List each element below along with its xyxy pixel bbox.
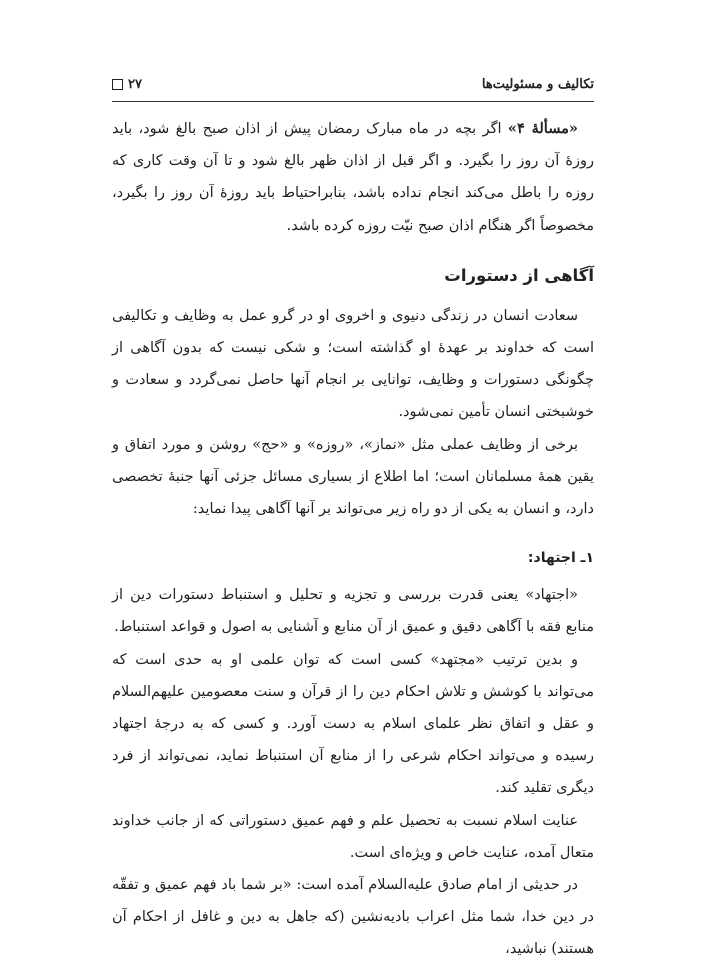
header-rule [112, 101, 594, 102]
subsection-paragraph: «اجتهاد» یعنی قدرت بررسی و تجزیه و تحلیل و استنباط دستورات دین از منابع فقه با آگاهی دقیق و عمیق از آن منابع و آشنایی به اصول و قواعد استنباط. [112, 587, 594, 636]
square-icon [112, 79, 123, 90]
page-body [112, 113, 594, 966]
running-title: تکالیف و مسئولیت‌ها [481, 76, 594, 92]
masaleh-paragraph [112, 113, 594, 242]
subsection-paragraph: و بدین ترتیب «مجتهد» کسی است که توان علمی او به حدی است که می‌تواند با کوشش و تلاش احکام دین را از قرآن و سنت معصومین علیهم‌السلام و عقل و اتفاق نظر علمای اسلام به دست آورد. و کسی که به درجۀ اجتهاد رسیده و می‌تواند احکام شرعی را از منابع آن استنباط نماید، نمی‌تواند از فرد دیگری تقلید کند. [112, 651, 594, 797]
section-heading: آگاهی از دستورات [444, 265, 594, 285]
section-paragraph: سعادت انسان در زندگی دنیوی و اخروی او در گرو عمل به وظایف و تکالیفی است که خداوند بر عهدۀ او گذاشته است؛ و شکی نیست که بدون آگاهی از چگونگی دستورات و وظایف، توانایی بر انجام آنها حاصل نمی‌گردد و سعادت و خوشبختی انسان تأمین نمی‌شود. [112, 307, 594, 421]
subsection-paragraph: در حدیثی از امام صادق علیه‌السلام آمده است: «بر شما باد فهم عمیق و تفقّه در دین خدا، شما مثل اعراب بادیه‌نشین (که جاهل به دین و غافل از احکام آن هستند) نباشید، [112, 877, 594, 958]
page-number-group [112, 77, 142, 92]
masaleh-label: «مسألۀ ۴» [507, 120, 578, 137]
page-header [112, 70, 594, 98]
subsection-paragraph: عنایت اسلام نسبت به تحصیل علم و فهم عمیق دستوراتی که از جانب خداوند متعال آمده، عنایت خاص و ویژه‌ای است. [112, 812, 594, 861]
subsection-heading: ۱ـ اجتهاد: [527, 550, 594, 567]
masaleh-text: اگر بچه در ماه مبارک رمضان پیش از اذان صبح بالغ شود، باید روزۀ آن روز را بگیرد. و اگر قبل از اذان ظهر بالغ شود و تا آن وقت کاری که روزه را باطل می‌کند انجام نداده باشد، بنابراحتیاط باید روزۀ آن روز را بگیرد، مخصوصاً اگر هنگام اذان صبح نیّت روزه کرده باشد. [112, 121, 594, 234]
page-number: ۲۷ [128, 76, 142, 92]
section-paragraph: برخی از وظایف عملی مثل «نماز»، «روزه» و «حج» روشن و مورد اتفاق و یقین همۀ مسلمانان است؛ اما اطلاع از بسیاری مسائل جزئی آنها جنبۀ تخصصی دارد، و انسان به یکی از دو راه زیر می‌تواند بر آنها آگاهی پیدا نماید: [112, 436, 594, 518]
